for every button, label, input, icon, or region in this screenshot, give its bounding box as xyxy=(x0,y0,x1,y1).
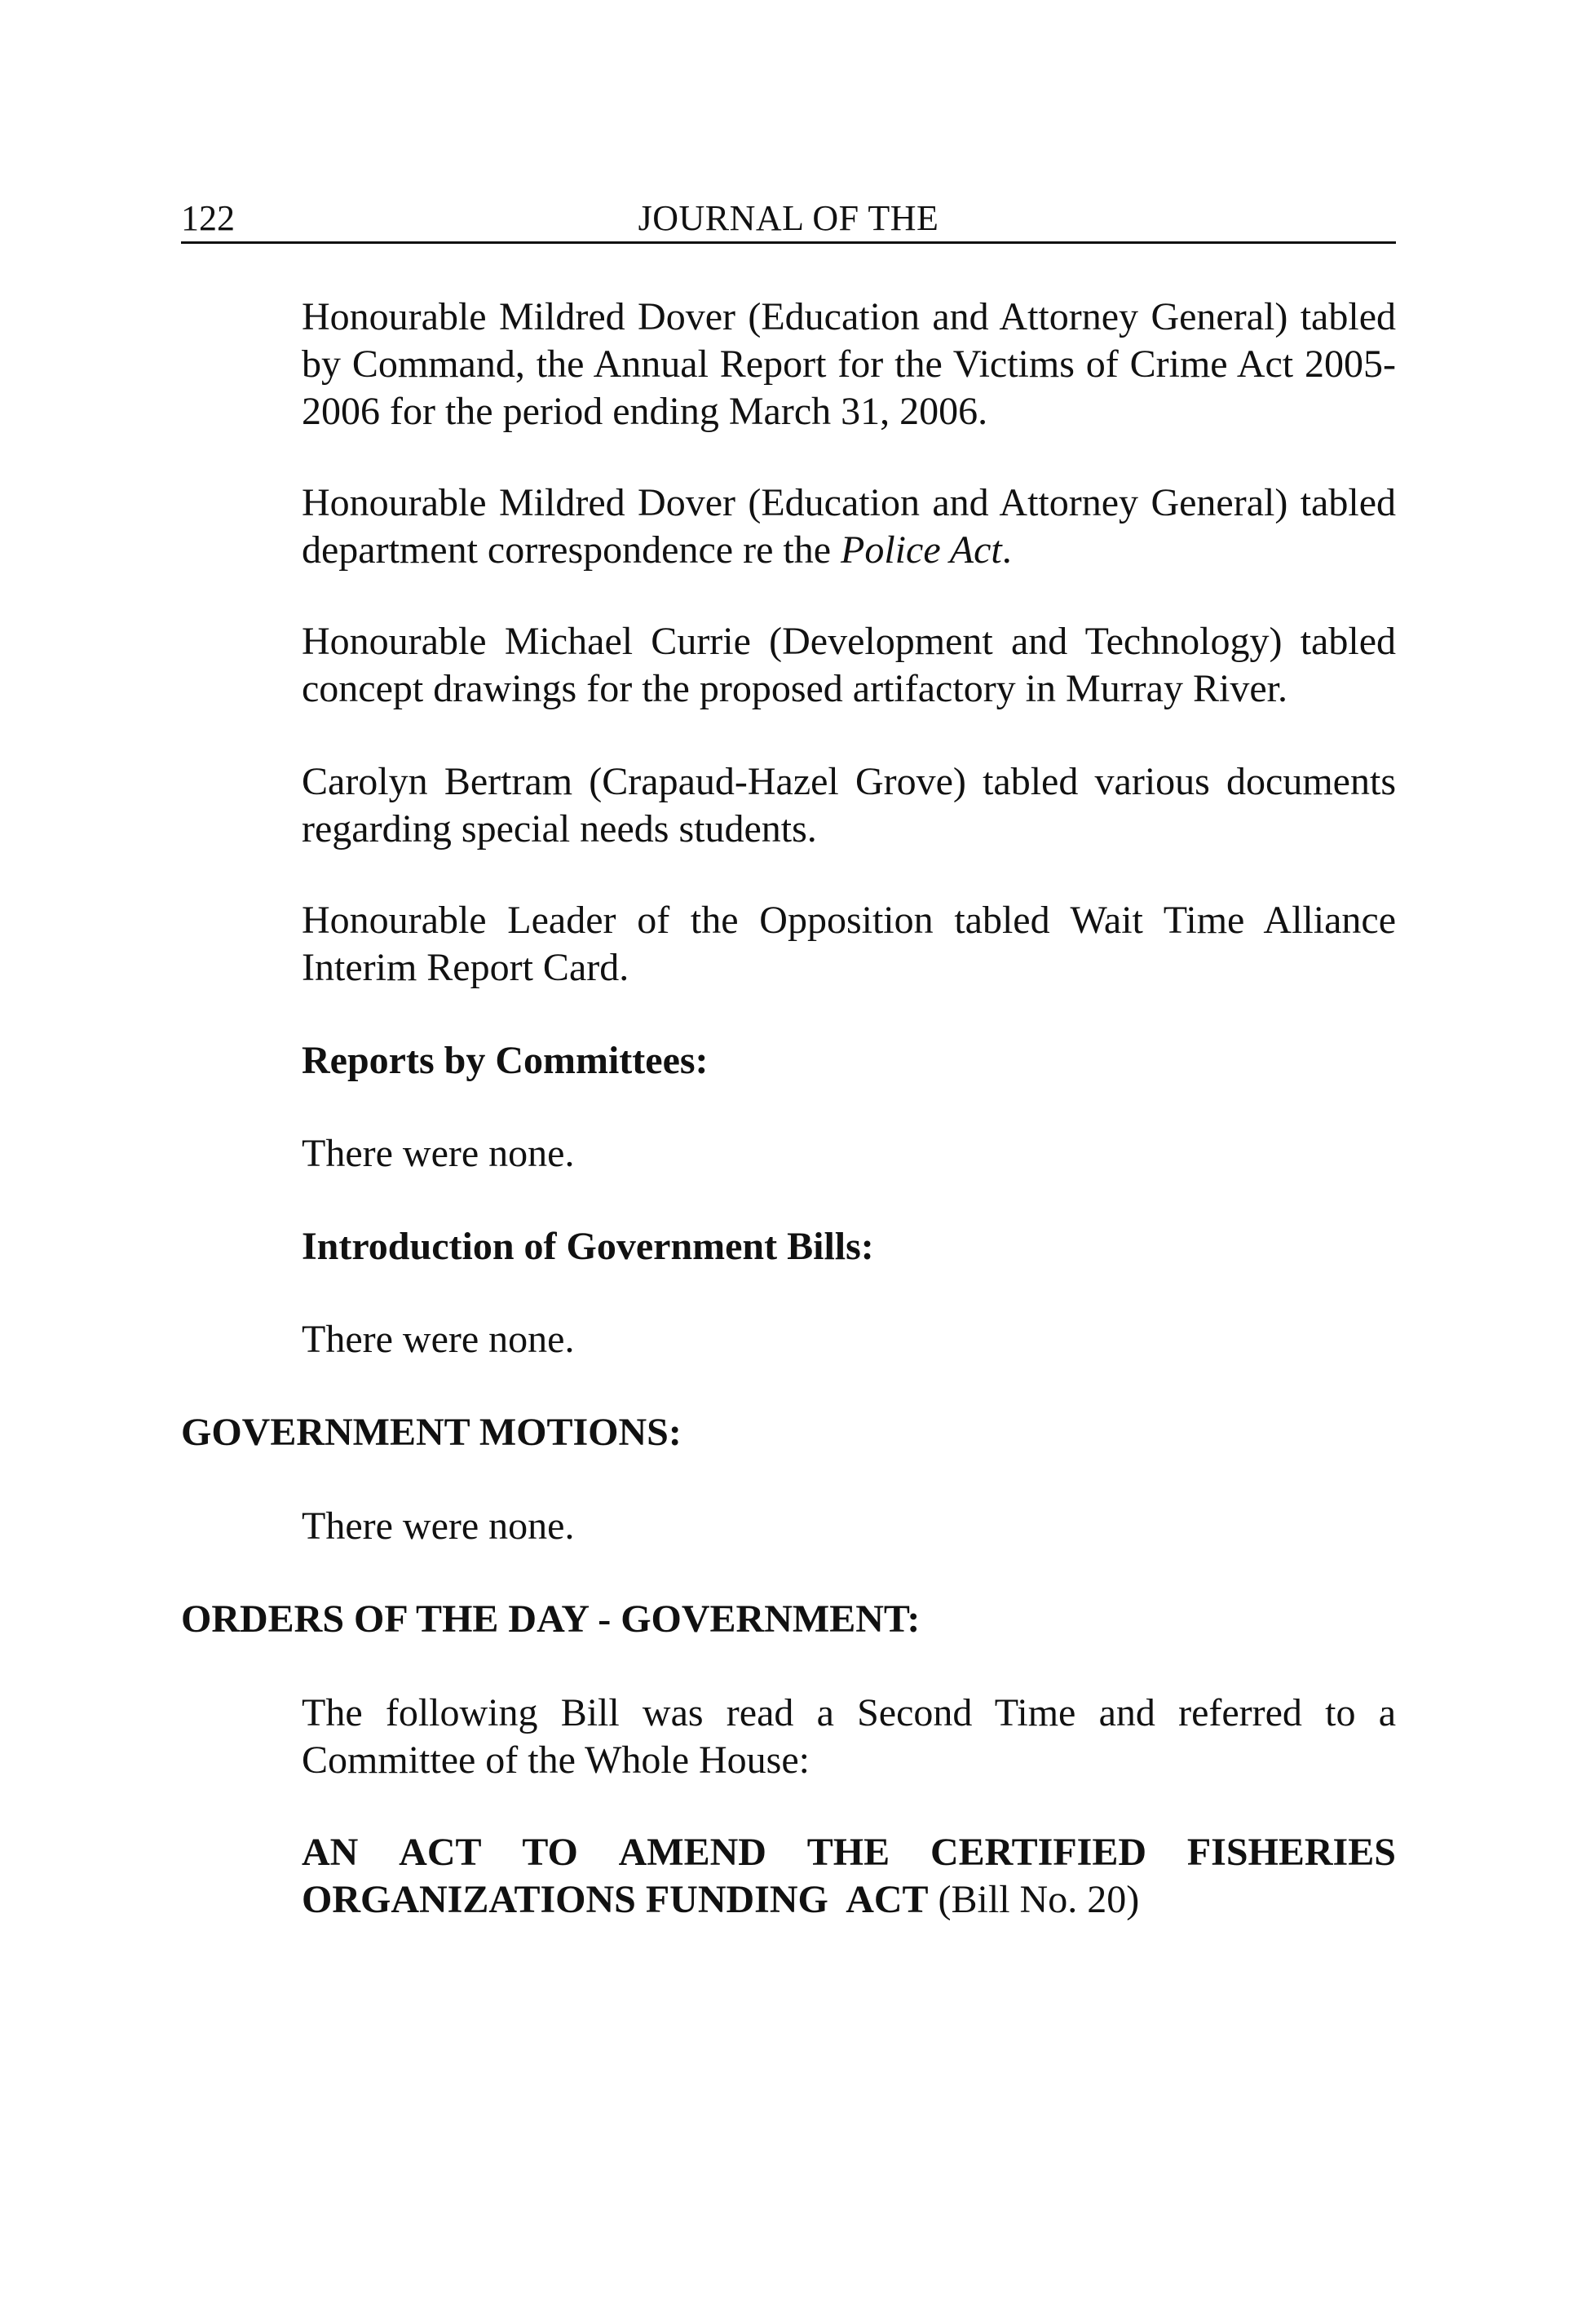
tabled-document-police-act xyxy=(302,479,1396,574)
tabled-document-police-act-text: Honourable Mildred Dover (Education and Attorney General) tabled department correspondence re the xyxy=(302,481,1396,572)
bill-title-word: TO xyxy=(522,1831,578,1874)
introduction-of-government-bills-heading: Introduction of Government Bills: xyxy=(302,1225,874,1268)
bill-entry xyxy=(302,1829,1396,1924)
bill-title-end: ORGANIZATIONS FUNDING ACT xyxy=(302,1878,929,1921)
tabled-document-police-act-end: . xyxy=(1001,528,1012,572)
police-act-title: Police Act xyxy=(841,528,1002,572)
bill-title-word: THE xyxy=(806,1831,890,1874)
running-head xyxy=(181,196,1396,244)
bill-title-word: AMEND xyxy=(618,1831,766,1874)
bill-title-line-1 xyxy=(302,1829,1396,1876)
tabled-document-concept-drawings: Honourable Michael Currie (Development and Technology) tabled concept drawings for the proposed artifactory in Murray River. xyxy=(302,620,1396,710)
bill-title-word: CERTIFIED xyxy=(930,1831,1147,1874)
orders-of-the-day-heading: ORDERS OF THE DAY - GOVERNMENT: xyxy=(181,1597,921,1641)
orders-of-the-day-text: The following Bill was read a Second Time and referred to a Committee of the Whole House: xyxy=(302,1691,1396,1782)
bill-title-line-2 xyxy=(302,1876,1396,1924)
tabled-document-victims-of-crime: Honourable Mildred Dover (Education and Attorney General) tabled by Command, the Annual Report for the Victims of Crime Act 2005-2006 for the period ending March 31, 2006. xyxy=(302,295,1396,433)
journal-title: JOURNAL OF THE xyxy=(638,198,939,238)
bill-title-word: ACT xyxy=(399,1831,482,1874)
page-number: 122 xyxy=(181,198,235,238)
reports-by-committees-heading: Reports by Committees: xyxy=(302,1039,709,1082)
government-motions-text: There were none. xyxy=(302,1504,575,1548)
introduction-of-government-bills-text: There were none. xyxy=(302,1318,575,1361)
tabled-document-special-needs: Carolyn Bertram (Crapaud-Hazel Grove) tabled various documents regarding special needs students. xyxy=(302,760,1396,851)
bill-number: (Bill No. 20) xyxy=(938,1878,1140,1921)
tabled-document-wait-time: Honourable Leader of the Opposition tabled Wait Time Alliance Interim Report Card. xyxy=(302,899,1396,989)
bill-title-word: FISHERIES xyxy=(1186,1831,1396,1874)
bill-title-word: AN xyxy=(302,1831,359,1874)
government-motions-heading: GOVERNMENT MOTIONS: xyxy=(181,1411,682,1454)
reports-by-committees-text: There were none. xyxy=(302,1132,575,1175)
